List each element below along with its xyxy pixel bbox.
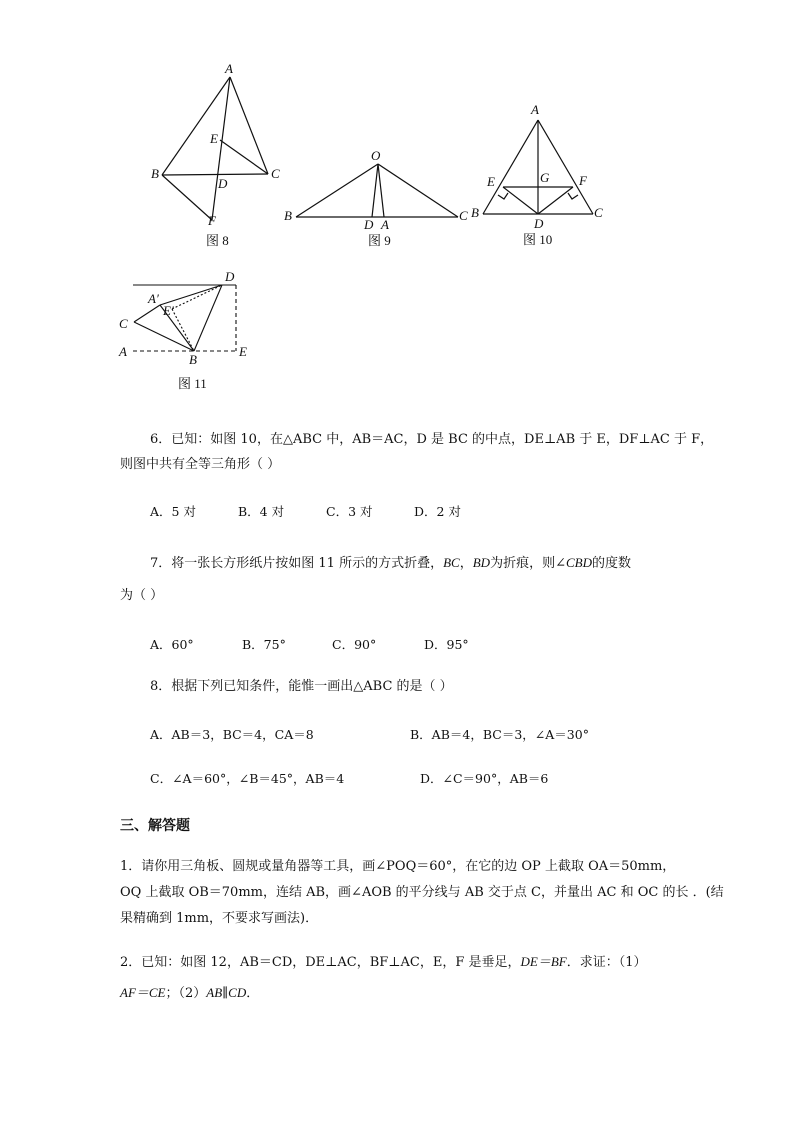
q8-option-a: A．AB＝3，BC＝4，CA＝8 — [150, 727, 314, 742]
fig11-label-e: E — [239, 344, 247, 359]
p2-line2 — [120, 983, 259, 1004]
q7-text-before: 7．将一张长方形纸片按如图 11 所示的方式折叠， — [150, 556, 444, 571]
section-title: 三、解答题 — [120, 818, 190, 834]
q7-math-angle-cbd: ∠CBD — [555, 555, 592, 570]
q7-math-bc: BC — [443, 555, 460, 570]
p2-text: 2．已知：如图 12，AB＝CD，DE⊥AC，BF⊥AC，E，F 是垂足， — [120, 955, 521, 970]
p2-line1 — [120, 952, 647, 973]
fig9-label-c: C — [459, 208, 468, 223]
fig11-label-b: B — [189, 352, 197, 367]
fig11-segment-ca — [134, 305, 160, 322]
fig9-label-o: O — [371, 148, 381, 163]
q6-option-b: B．4 对 — [238, 504, 285, 519]
fig9-caption: 图 9 — [368, 233, 391, 248]
fig10-caption: 图 10 — [523, 232, 553, 247]
q7-option-d: D．95° — [424, 637, 469, 652]
fig11-label-a-prime: A′ — [148, 291, 159, 306]
fig10-label-g: G — [540, 170, 550, 185]
q7-text-after: 的度数 — [591, 556, 631, 571]
fig10-label-f: F — [579, 173, 587, 188]
p2-math-de-bf: DE＝BF — [520, 954, 567, 969]
q6-option-d: D．2 对 — [414, 504, 461, 519]
fig9-label-d: D — [364, 217, 374, 232]
fig8-label-b: B — [151, 166, 159, 181]
q7-line2: 为（ ） — [120, 588, 164, 603]
p1-line3: 果精确到 1mm，不要求写画法)． — [120, 911, 319, 926]
p2-math-ab-cd: AB∥CD — [206, 985, 247, 1000]
fig8-segment-bf — [162, 175, 212, 220]
fig9-segment-ob — [296, 164, 378, 217]
fig8-label-a: A — [225, 61, 233, 76]
fig8-label-e: E — [210, 131, 218, 146]
q6-option-a: A．5 对 — [150, 504, 196, 519]
q7-math-bd: BD — [472, 555, 491, 570]
figures-svg — [0, 0, 794, 420]
fig9-label-b: B — [284, 208, 292, 223]
fig11-segment-eb — [172, 309, 194, 351]
q7-option-a: A．60° — [150, 637, 194, 652]
fig10-segment-ab — [483, 120, 538, 214]
q8-line1: 8．根据下列已知条件，能惟一画出△ABC 的是（ ） — [150, 679, 453, 694]
fig11-fold-bc — [134, 322, 194, 351]
fig10-segment-ed — [503, 187, 538, 214]
fig11-segment-ed — [172, 285, 222, 309]
fig10-label-d: D — [534, 216, 544, 231]
q6-option-c: C．3 对 — [326, 504, 373, 519]
fig9-segment-oc — [378, 164, 458, 217]
fig8-segment-ac — [230, 77, 268, 174]
fig10-label-a: A — [531, 102, 539, 117]
fig10-segment-ac — [538, 120, 593, 214]
fig8-label-d: D — [218, 176, 228, 191]
fig10-label-e: E — [487, 174, 495, 189]
fig9-label-a: A — [381, 217, 389, 232]
q7-sep: ， — [459, 556, 473, 571]
fig11-label-e-prime: E′ — [163, 303, 174, 318]
q7-line1 — [150, 553, 631, 574]
fig11-caption: 图 11 — [178, 376, 207, 391]
q7-option-c: C．90° — [332, 637, 377, 652]
q8-option-d: D．∠C＝90°，AB＝6 — [420, 771, 549, 786]
fig11-label-c: C — [119, 316, 128, 331]
p2-math-af-ce: AF＝CE — [120, 985, 166, 1000]
fig8-caption: 图 8 — [206, 233, 229, 248]
figure-9 — [296, 164, 458, 217]
p1-line1: 1．请你用三角板、圆规或量角器等工具，画∠POQ＝60°，在它的边 OP 上截取 OA＝50mm， — [120, 859, 676, 874]
fig11-label-d: D — [225, 269, 235, 284]
fig11-fold-bd — [194, 285, 222, 351]
fig10-segment-fd — [538, 187, 573, 214]
fig8-label-c: C — [271, 166, 280, 181]
p2-text-end: ．求证：（1） — [566, 955, 647, 970]
fig11-label-a: A — [119, 344, 127, 359]
fig9-segment-od — [372, 164, 378, 217]
fig8-label-f: F — [208, 213, 216, 228]
p2-end: ． — [246, 986, 260, 1001]
q8-option-c: C．∠A＝60°，∠B＝45°，AB＝4 — [150, 771, 345, 786]
fig9-segment-oa — [378, 164, 384, 217]
figure-10 — [483, 120, 593, 214]
fig11-segment-ad — [160, 285, 222, 305]
fig10-right-angle-f — [568, 193, 578, 199]
p2-mid: ；（2） — [165, 986, 207, 1001]
q6-line1: 6．已知：如图 10，在△ABC 中，AB＝AC，D 是 BC 的中点，DE⊥AB 于 E，DF⊥AC 于 F， — [150, 432, 714, 447]
fig10-right-angle-e — [498, 193, 508, 199]
fig10-label-b: B — [471, 205, 479, 220]
p1-line2: OQ 上截取 OB＝70mm，连结 AB，画∠AOB 的平分线与 AB 交于点 C，并量出 AC 和 OC 的长 ．(结 — [120, 885, 724, 900]
fig10-label-c: C — [594, 205, 603, 220]
q7-option-b: B．75° — [242, 637, 286, 652]
q7-text-middle: 为折痕，则 — [490, 556, 556, 571]
figure-8 — [162, 77, 268, 220]
q6-line2: 则图中共有全等三角形（ ） — [120, 457, 281, 472]
fig8-segment-bc — [162, 174, 268, 175]
q8-option-b: B．AB＝4，BC＝3，∠A＝30° — [410, 727, 589, 742]
